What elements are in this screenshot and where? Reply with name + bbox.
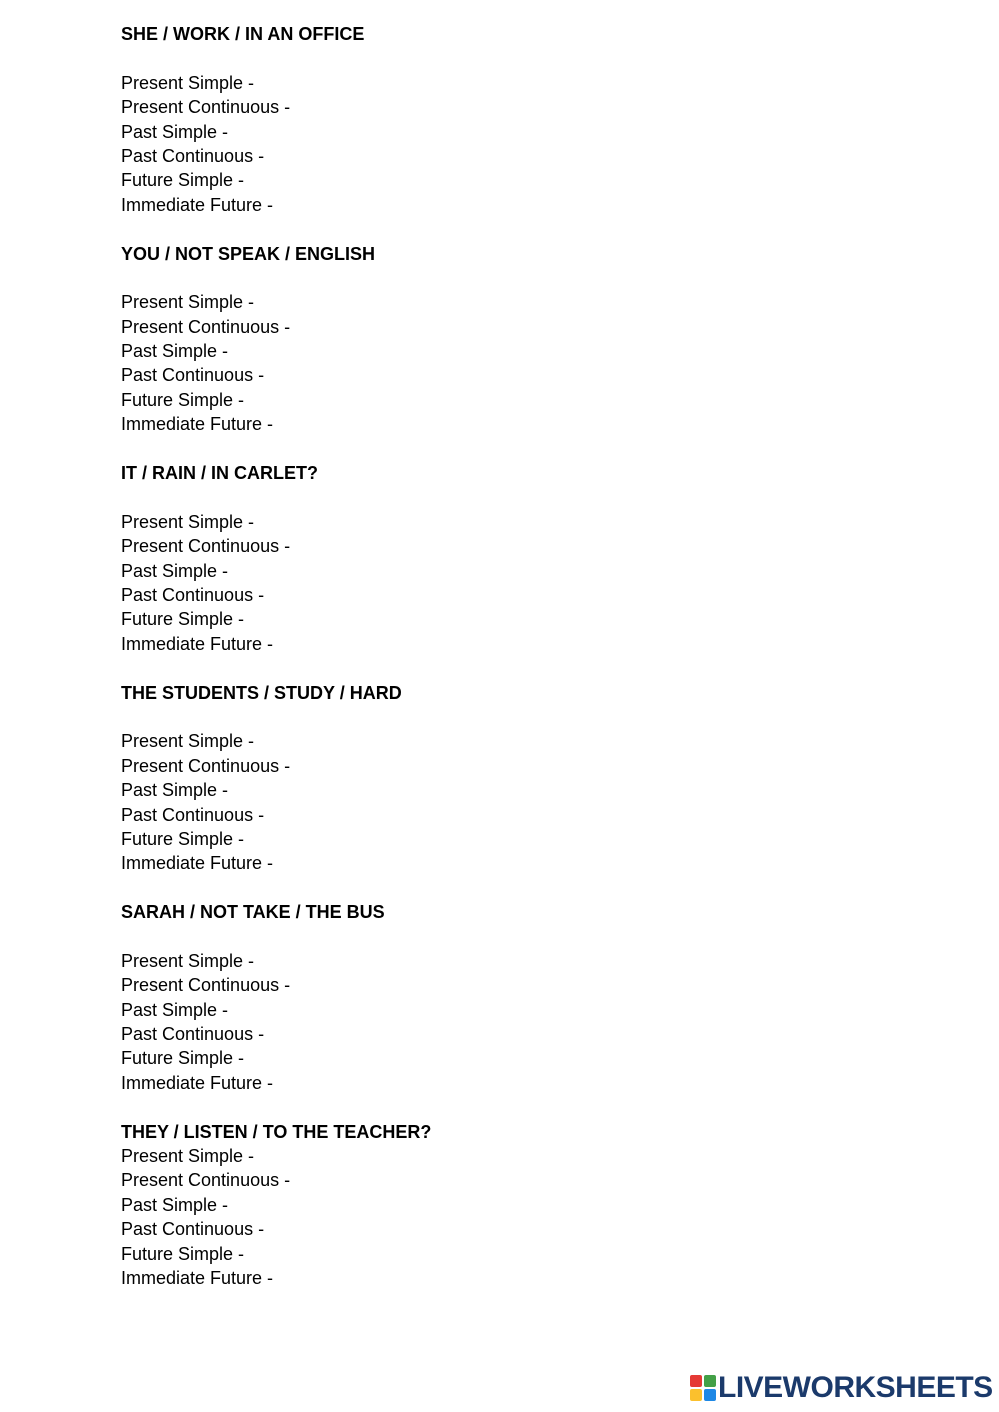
exercise-prompt: THEY / LISTEN / TO THE TEACHER? (121, 1121, 432, 1142)
tense-line-past-continuous: Past Continuous - (121, 584, 265, 605)
tense-line-past-continuous: Past Continuous - (121, 804, 265, 825)
logo-text: LIVEWORKSHEETS (718, 1371, 993, 1404)
exercise-6 (121, 1120, 921, 1291)
tense-line-past-simple: Past Simple - (121, 341, 229, 362)
tense-line-present-simple: Present Simple - (121, 731, 255, 752)
spacer (121, 437, 921, 461)
tense-line-past-continuous: Past Continuous - (121, 145, 265, 166)
exercise-prompt: IT / RAIN / IN CARLET? (121, 463, 318, 484)
tense-line-immediate-future: Immediate Future - (121, 1072, 274, 1093)
tense-line-future-simple: Future Simple - (121, 389, 245, 410)
worksheet (121, 22, 921, 1290)
exercise-3 (121, 461, 921, 681)
exercise-4 (121, 681, 921, 901)
tense-line-immediate-future: Immediate Future - (121, 633, 274, 654)
spacer (121, 485, 921, 509)
tense-line-immediate-future: Immediate Future - (121, 1267, 274, 1288)
tense-line-present-simple: Present Simple - (121, 1145, 255, 1166)
tense-line-present-continuous: Present Continuous - (121, 316, 291, 337)
exercise-2 (121, 242, 921, 462)
tense-line-future-simple: Future Simple - (121, 170, 245, 191)
tense-line-past-continuous: Past Continuous - (121, 1219, 265, 1240)
tense-line-present-simple: Present Simple - (121, 72, 255, 93)
spacer (121, 266, 921, 290)
tense-line-present-continuous: Present Continuous - (121, 1170, 291, 1191)
spacer (121, 1095, 921, 1119)
spacer (121, 705, 921, 729)
tense-line-immediate-future: Immediate Future - (121, 194, 274, 215)
tense-line-future-simple: Future Simple - (121, 1048, 245, 1069)
tense-line-past-continuous: Past Continuous - (121, 365, 265, 386)
tense-line-immediate-future: Immediate Future - (121, 414, 274, 435)
tense-line-present-continuous: Present Continuous - (121, 97, 291, 118)
tense-line-immediate-future: Immediate Future - (121, 853, 274, 874)
tense-line-present-continuous: Present Continuous - (121, 975, 291, 996)
exercise-1 (121, 22, 921, 242)
spacer (121, 924, 921, 948)
tense-line-past-simple: Past Simple - (121, 999, 229, 1020)
tense-line-present-simple: Present Simple - (121, 292, 255, 313)
tense-line-past-simple: Past Simple - (121, 121, 229, 142)
exercise-prompt: THE STUDENTS / STUDY / HARD (121, 682, 402, 703)
spacer (121, 656, 921, 680)
liveworksheets-logo (690, 1372, 993, 1404)
spacer (121, 876, 921, 900)
spacer (121, 217, 921, 241)
tense-line-past-simple: Past Simple - (121, 1194, 229, 1215)
tense-line-past-continuous: Past Continuous - (121, 1024, 265, 1045)
exercise-prompt: SHE / WORK / IN AN OFFICE (121, 24, 365, 44)
tense-line-future-simple: Future Simple - (121, 828, 245, 849)
tense-line-present-simple: Present Simple - (121, 950, 255, 971)
tense-line-past-simple: Past Simple - (121, 560, 229, 581)
exercise-prompt: YOU / NOT SPEAK / ENGLISH (121, 243, 376, 264)
tense-line-present-continuous: Present Continuous - (121, 755, 291, 776)
tense-line-future-simple: Future Simple - (121, 609, 245, 630)
spacer (121, 46, 921, 70)
liveworksheets-logo-icon (690, 1375, 716, 1401)
tense-line-present-continuous: Present Continuous - (121, 536, 291, 557)
tense-line-past-simple: Past Simple - (121, 780, 229, 801)
tense-line-future-simple: Future Simple - (121, 1243, 245, 1264)
exercise-5 (121, 900, 921, 1120)
exercise-prompt: SARAH / NOT TAKE / THE BUS (121, 902, 385, 923)
tense-line-present-simple: Present Simple - (121, 511, 255, 532)
